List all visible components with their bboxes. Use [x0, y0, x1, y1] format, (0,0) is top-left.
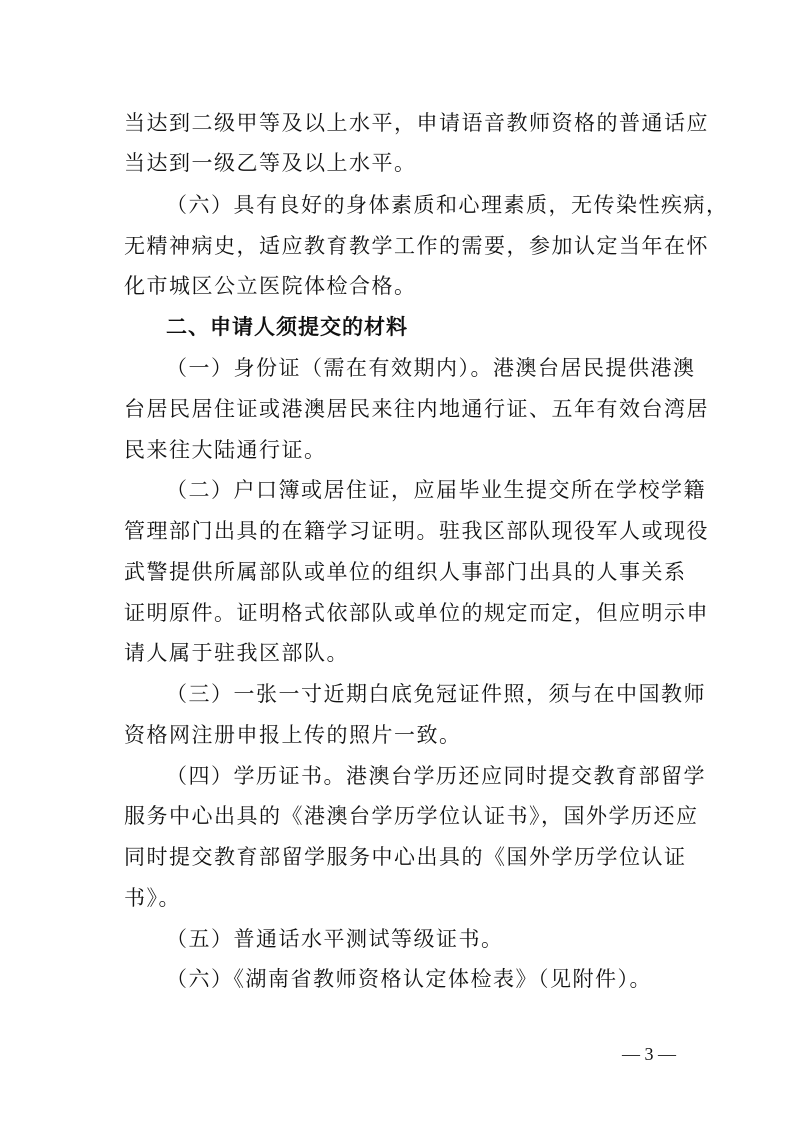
text-line-14: 请人属于驻我区部队。	[124, 641, 349, 665]
text-line-2: 当达到一级乙等及以上水平。	[124, 151, 417, 175]
section-heading: 二、申请人须提交的材料	[166, 315, 408, 339]
text-line-19: 同时提交教育部留学服务中心出具的《国外学历学位认证	[124, 845, 687, 869]
text-line-22: （六）《湖南省教师资格认定体检表》（见附件）。	[166, 967, 652, 991]
text-line-16: 资格网注册申报上传的照片一致。	[124, 723, 462, 747]
text-line-3: （六）具有良好的身体素质和心理素质，无传染性疾病，	[166, 193, 729, 217]
text-line-11: 管理部门出具的在籍学习证明。驻我区部队现役军人或现役	[124, 519, 709, 543]
text-line-8: 台居民居住证或港澳居民来往内地通行证、五年有效台湾居	[124, 397, 709, 421]
text-line-13: 证明原件。证明格式依部队或单位的规定而定，但应明示申	[124, 601, 709, 625]
text-line-15: （三）一张一寸近期白底免冠证件照，须与在中国教师	[166, 682, 706, 706]
text-line-7: （一）身份证（需在有效期内）。港澳台居民提供港澳	[166, 356, 696, 380]
text-line-10: （二）户口簿或居住证，应届毕业生提交所在学校学籍	[166, 478, 706, 502]
text-line-12: 武警提供所属部队或单位的组织人事部门出具的人事关系	[124, 560, 687, 584]
text-line-20: 书》。	[124, 886, 181, 910]
text-line-21: （五）普通话水平测试等级证书。	[166, 927, 504, 951]
text-line-1: 当达到二级甲等及以上水平，申请语音教师资格的普通话应	[124, 111, 709, 135]
text-line-5: 化市城区公立医院体检合格。	[124, 274, 417, 298]
text-line-18: 服务中心出具的《港澳台学历学位认证书》，国外学历还应	[124, 804, 699, 828]
text-line-4: 无精神病史，适应教育教学工作的需要，参加认定当年在怀	[124, 234, 709, 258]
page-number: — 3 —	[622, 1044, 676, 1064]
text-line-9: 民来往大陆通行证。	[124, 438, 327, 462]
text-line-17: （四）学历证书。港澳台学历还应同时提交教育部留学	[166, 764, 706, 788]
